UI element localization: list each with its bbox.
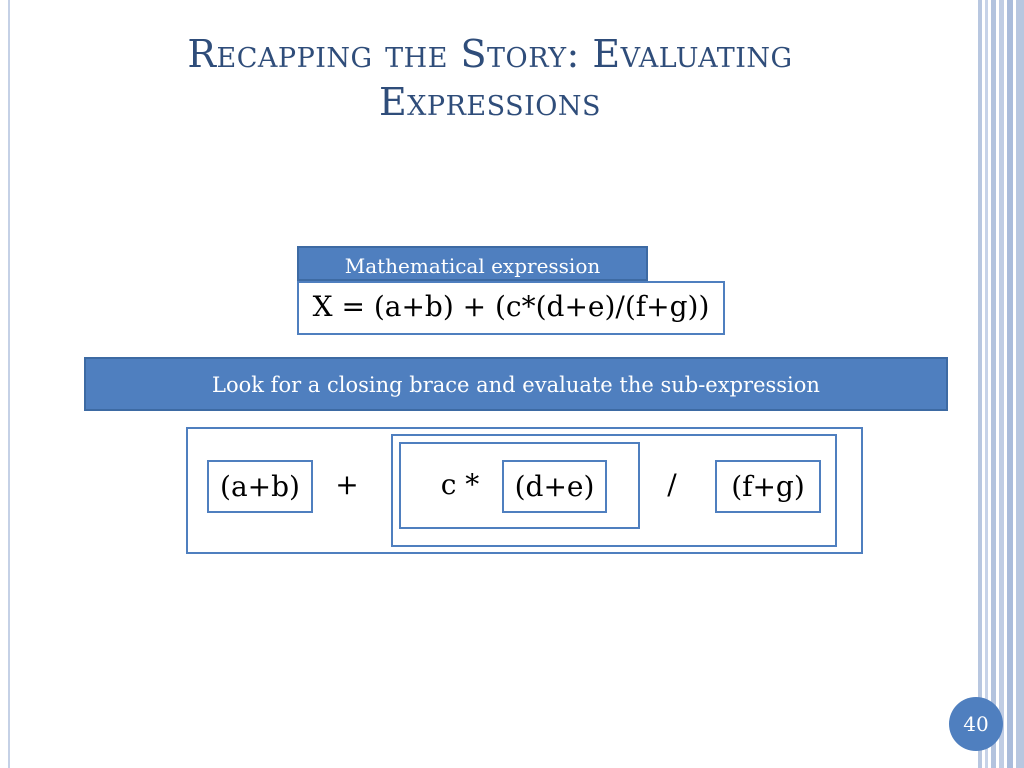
term-a-plus-b: (a+b) xyxy=(207,460,313,513)
c-times-operator: c * xyxy=(440,468,480,501)
slide-title-line-2: Expressions xyxy=(378,80,602,124)
term-d-plus-e: (d+e) xyxy=(502,460,607,513)
slide-title-line-1: Recapping the Story: Evaluating xyxy=(187,32,793,76)
instruction-banner: Look for a closing brace and evaluate the sub-expression xyxy=(84,357,948,411)
right-decorative-stripe xyxy=(999,0,1004,768)
expression-box: X = (a+b) + (c*(d+e)/(f+g)) xyxy=(297,281,725,335)
slide-title xyxy=(90,30,890,126)
divide-operator: / xyxy=(667,468,677,501)
slide-number-badge: 40 xyxy=(949,697,1003,751)
term-f-plus-g: (f+g) xyxy=(715,460,821,513)
expression-label-tab: Mathematical expression xyxy=(297,246,648,281)
right-decorative-stripe xyxy=(1016,0,1024,768)
right-decorative-stripe xyxy=(985,0,988,768)
right-decorative-stripe xyxy=(978,0,982,768)
left-border-line xyxy=(8,0,10,768)
right-decorative-stripe xyxy=(991,0,996,768)
plus-operator: + xyxy=(335,468,359,501)
right-decorative-stripe xyxy=(1007,0,1013,768)
